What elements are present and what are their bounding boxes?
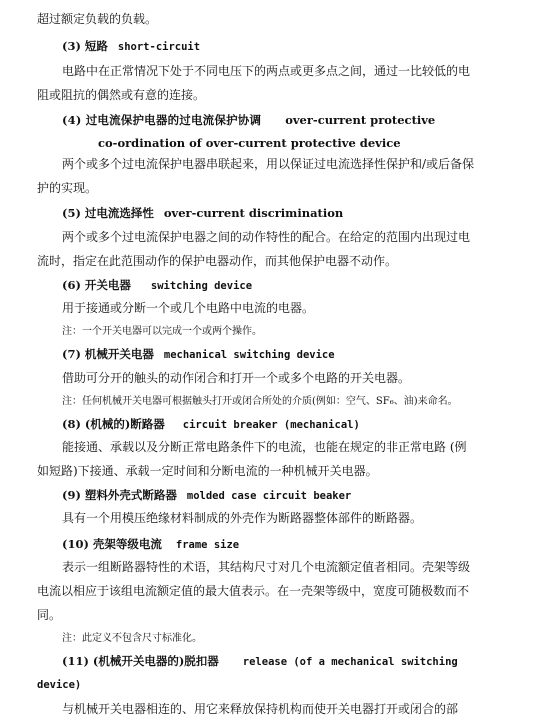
term-heading-11 — [62, 653, 458, 670]
term-number-title: (6) 开关电器 — [62, 278, 131, 292]
term-number-title: (3) 短路 — [62, 39, 108, 53]
text-line: 如短路)下接通、承载一定时间和分断电流的一种机械开关电器。 — [37, 464, 378, 478]
term-heading-9 — [62, 487, 351, 504]
text-line: 借助可分开的触头的动作闭合和打开一个或多个电路的开关电器。 — [62, 371, 411, 385]
term-english: frame size — [175, 539, 240, 551]
text-line: 超过额定负载的负载。 — [37, 12, 158, 26]
text-line: 同。 — [37, 608, 62, 622]
term-number-title: (9) 塑料外壳式断路器 — [62, 488, 177, 502]
term-heading-10 — [62, 536, 239, 553]
term-number-title: (11) (机械开关电器的)脱扣器 — [62, 654, 219, 668]
text-line: 护的实现。 — [37, 181, 98, 195]
term-heading-4 — [62, 112, 435, 128]
note-line: 注：一个开关电器可以完成一个或两个操作。 — [62, 326, 262, 337]
text-line: 电路中在正常情况下处于不同电压下的两点或更多点之间，通过一比较低的电 — [62, 64, 471, 78]
term-english: over-current discrimination — [163, 206, 344, 220]
term-english: circuit breaker (mechanical) — [182, 419, 360, 431]
term-number-title: (7) 机械开关电器 — [62, 347, 154, 361]
term-heading-5 — [62, 205, 343, 221]
text-line: 用于接通或分断一个或几个电路中电流的电器。 — [62, 301, 315, 315]
text-line: 具有一个用模压绝缘材料制成的外壳作为断路器整体部件的断路器。 — [62, 511, 423, 525]
text-line: 电流以相应于该组电流额定值的最大值表示。在一壳架等级中，宽度可随极数而不 — [37, 584, 470, 598]
term-heading-3 — [62, 38, 200, 55]
text-line: 能接通、承载以及分断正常电路条件下的电流，也能在规定的非正常电路 (例 — [62, 440, 467, 454]
term-english: switching device — [150, 280, 253, 292]
term-english: molded case circuit beaker — [186, 490, 352, 502]
term-heading-8 — [62, 416, 360, 433]
term-number-title: (8) (机械的)断路器 — [62, 417, 165, 431]
term-number-title: (10) 壳架等级电流 — [62, 537, 162, 551]
term-heading-7 — [62, 346, 335, 363]
term-english: short-circuit — [117, 41, 201, 53]
term-heading-6 — [62, 277, 252, 294]
term-english-continued: co-ordination of over-current protective device — [98, 136, 401, 150]
text-line: 表示一组断路器特性的术语，其结构尺寸对几个电流额定值者相同。壳架等级 — [62, 560, 471, 574]
text-line: 阻或阻抗的偶然或有意的连接。 — [37, 88, 206, 102]
term-number-title: (4) 过电流保护电器的过电流保护协调 — [62, 113, 262, 127]
text-line: 两个或多个过电流保护电器串联起来，用以保证过电流选择性保护和/或后备保 — [62, 157, 475, 171]
term-english: release (of a mechanical switching — [242, 656, 458, 668]
term-number-title: (5) 过电流选择性 — [62, 206, 154, 220]
term-english: mechanical switching device — [163, 349, 335, 361]
note-line: 注：此定义不包含尺寸标准化。 — [62, 633, 202, 644]
text-line: 两个或多个过电流保护电器之间的动作特性的配合。在给定的范围内出现过电 — [62, 230, 471, 244]
term-english-continued: device) — [37, 679, 82, 691]
text-line: 与机械开关电器相连的、用它来释放保持机构而使开关电器打开或闭合的部 — [62, 702, 459, 716]
note-line: 注：任何机械开关电器可根据触头打开或闭合所处的介质(例如：空气、SF₆、油)来命名。 — [62, 396, 458, 407]
text-line: 流时，指定在此范围动作的保护电器动作，而其他保护电器不动作。 — [37, 254, 398, 268]
term-english: over-current protective — [285, 113, 436, 127]
